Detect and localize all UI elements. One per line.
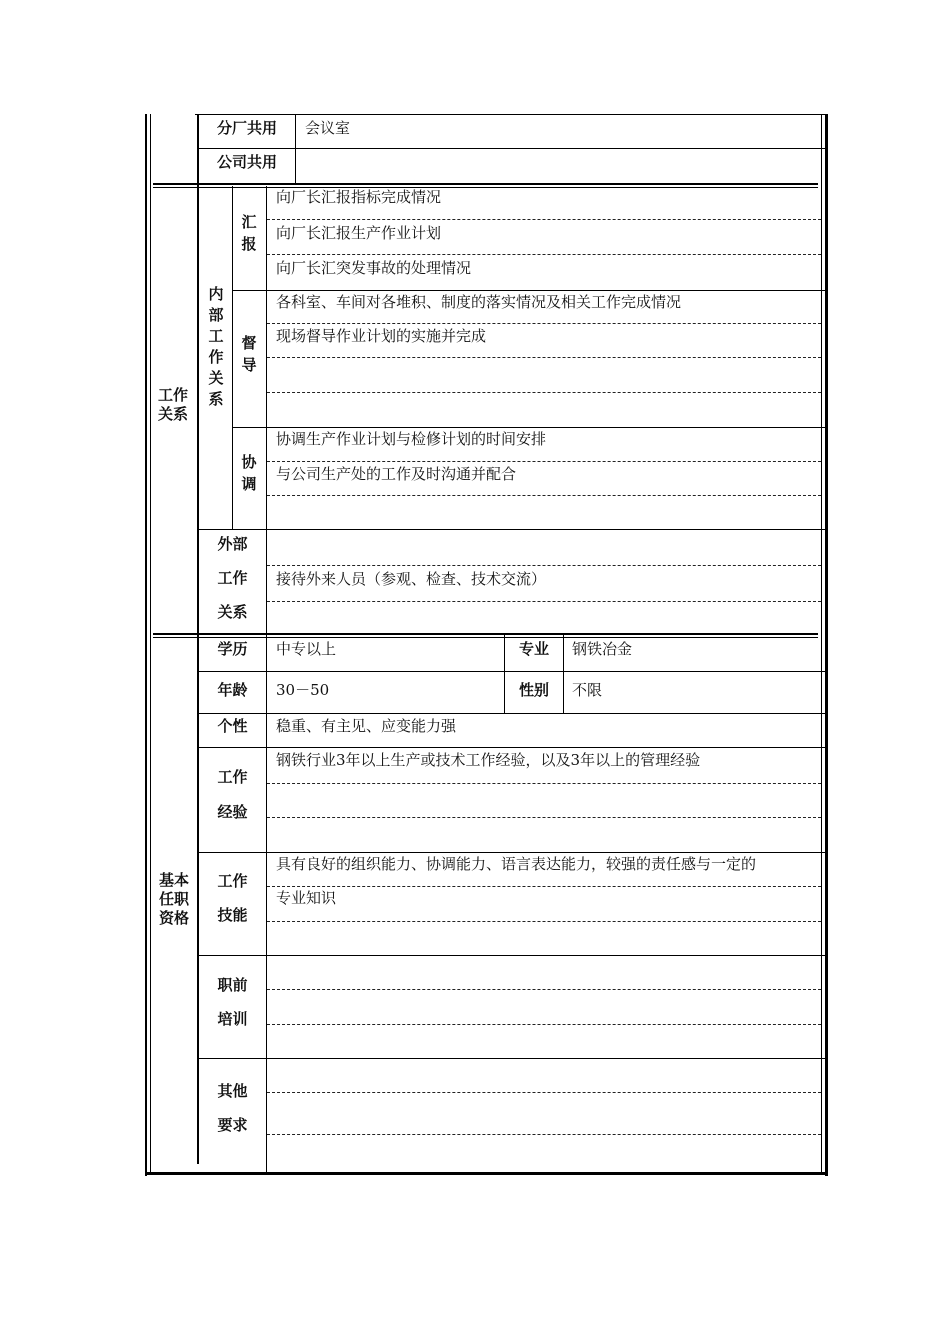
dashed-line bbox=[267, 1092, 821, 1093]
skills-label: 工作 bbox=[217, 872, 248, 890]
experience-label: 经验 bbox=[217, 803, 248, 821]
dashed-line bbox=[267, 817, 821, 818]
row-line bbox=[232, 290, 825, 291]
personality-label: 个性 bbox=[217, 717, 248, 735]
age-value: 30－50 bbox=[276, 681, 330, 699]
education-value: 中专以上 bbox=[276, 640, 337, 658]
table-border-right-inner bbox=[821, 114, 822, 1172]
gender-value: 不限 bbox=[572, 681, 603, 699]
dashed-line bbox=[267, 989, 821, 990]
row-line bbox=[197, 1058, 825, 1059]
supervise-item: 现场督导作业计划的实施并完成 bbox=[276, 327, 487, 345]
supervise-item: 各科室、车间对各堆积、制度的落实情况及相关工作完成情况 bbox=[276, 293, 682, 311]
dashed-line bbox=[267, 357, 821, 358]
section-divider bbox=[153, 183, 818, 185]
dashed-line bbox=[267, 601, 821, 602]
report-label: 汇报 bbox=[241, 213, 257, 253]
dashed-line bbox=[267, 461, 821, 462]
row-line bbox=[197, 747, 825, 748]
personality-value: 稳重、有主见、应变能力强 bbox=[276, 717, 457, 735]
table-border-left-outer bbox=[145, 114, 147, 1176]
dashed-line bbox=[267, 565, 821, 566]
row-line bbox=[197, 529, 825, 530]
dashed-line bbox=[267, 921, 821, 922]
training-label: 职前 bbox=[217, 976, 248, 994]
other-requirements-label: 要求 bbox=[217, 1116, 248, 1134]
supervise-label: 督导 bbox=[241, 334, 257, 374]
section-divider bbox=[153, 633, 818, 635]
column-line bbox=[232, 186, 233, 529]
external-relations-label: 关系 bbox=[217, 603, 248, 621]
row-line bbox=[197, 852, 825, 853]
internal-relations-label: 内部工作关系 bbox=[208, 285, 224, 408]
dashed-line bbox=[267, 1024, 821, 1025]
major-label: 专业 bbox=[518, 640, 549, 658]
row-line bbox=[197, 955, 825, 956]
dashed-line bbox=[267, 1134, 821, 1135]
experience-item: 钢铁行业3年以上生产或技术工作经验，以及3年以上的管理经验 bbox=[276, 751, 701, 769]
row-line bbox=[232, 427, 825, 428]
report-item: 向厂长汇报生产作业计划 bbox=[276, 224, 442, 242]
table-border-top bbox=[195, 114, 825, 115]
dashed-line bbox=[267, 495, 821, 496]
external-relations-label: 工作 bbox=[217, 569, 248, 587]
row-line bbox=[197, 148, 825, 149]
dashed-line bbox=[267, 392, 821, 393]
company-shared-label: 公司共用 bbox=[216, 153, 277, 171]
other-requirements-label: 其他 bbox=[217, 1082, 248, 1100]
coordinate-item: 协调生产作业计划与检修计划的时间安排 bbox=[276, 430, 547, 448]
table-border-right-outer bbox=[825, 114, 828, 1176]
report-item: 向厂长汇突发事故的处理情况 bbox=[276, 259, 472, 277]
row-line bbox=[197, 713, 825, 714]
qualifications-label: 基本任职资格 bbox=[158, 871, 189, 927]
section-divider bbox=[153, 187, 818, 188]
external-relations-label: 外部 bbox=[217, 535, 248, 553]
major-value: 钢铁冶金 bbox=[572, 640, 633, 658]
experience-label: 工作 bbox=[217, 768, 248, 786]
dashed-line bbox=[267, 783, 821, 784]
branch-shared-value: 会议室 bbox=[305, 119, 351, 137]
skills-item: 专业知识 bbox=[276, 889, 337, 907]
skills-label: 技能 bbox=[217, 906, 248, 924]
dashed-line bbox=[267, 219, 821, 220]
age-label: 年龄 bbox=[217, 681, 248, 699]
coordinate-item: 与公司生产处的工作及时沟通并配合 bbox=[276, 465, 517, 483]
table-border-left-inner bbox=[150, 114, 151, 1172]
dashed-line bbox=[267, 254, 821, 255]
report-item: 向厂长汇报指标完成情况 bbox=[276, 188, 442, 206]
column-line bbox=[563, 635, 564, 713]
dashed-line bbox=[267, 323, 821, 324]
dashed-line bbox=[267, 886, 821, 887]
training-label: 培训 bbox=[217, 1010, 248, 1028]
branch-shared-label: 分厂共用 bbox=[216, 119, 277, 137]
education-label: 学历 bbox=[217, 640, 248, 658]
skills-item: 具有良好的组织能力、协调能力、语言表达能力，较强的责任感与一定的 bbox=[276, 855, 757, 873]
coordinate-label: 协调 bbox=[241, 453, 257, 493]
row-line bbox=[197, 671, 825, 672]
external-item: 接待外来人员（参观、检查、技术交流） bbox=[276, 570, 547, 588]
work-relations-label: 工作关系 bbox=[157, 386, 188, 423]
gender-label: 性别 bbox=[518, 681, 549, 699]
job-description-table bbox=[145, 114, 828, 1176]
column-line bbox=[295, 114, 296, 184]
table-border-bottom bbox=[145, 1172, 828, 1175]
